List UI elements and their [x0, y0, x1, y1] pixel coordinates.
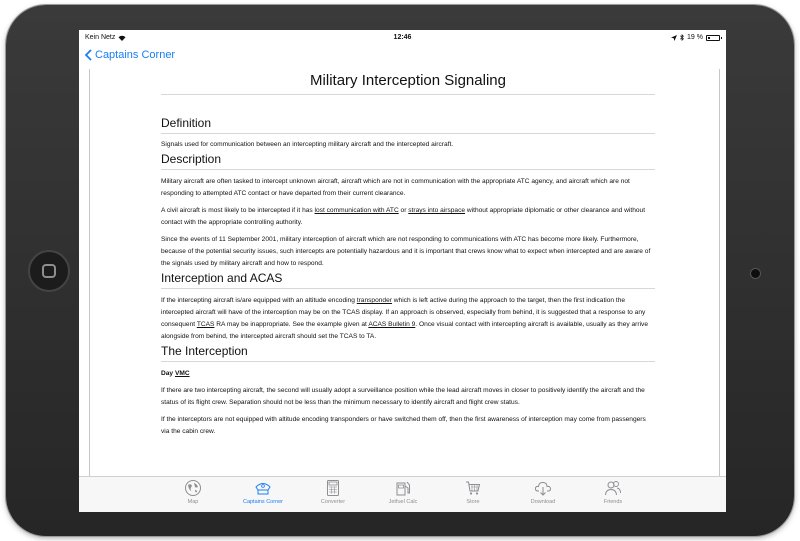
back-button[interactable]: [85, 49, 175, 61]
tab-map[interactable]: [158, 479, 228, 505]
acas-heading: Interception and ACAS: [161, 270, 655, 289]
description-paragraph-3: Since the events of 11 September 2001, military interception of aircraft which are not responding to communications with ATC has become more likely. Furthermore, because of the potential security issues, such intercepts are potentially hazardous and it is important that crews know what to expect when intercepted and are aware of the signals used by military aircraft and how to respond.: [161, 236, 651, 267]
definition-heading: Definition: [161, 115, 655, 134]
battery-percent: 19 %: [687, 34, 703, 41]
home-button[interactable]: [28, 250, 70, 292]
friends-icon: [604, 479, 622, 497]
text-span: RA may be inappropriate. See the example given at: [214, 321, 369, 328]
tab-jetfuel-calc[interactable]: [368, 479, 438, 505]
definition-text: Signals used for communication between an intercepting military aircraft and the intercepted aircraft.: [161, 141, 454, 148]
tab-label: Map: [187, 499, 199, 505]
home-square-icon: [42, 264, 56, 278]
navigation-bar: [79, 45, 726, 69]
location-icon: [671, 35, 677, 41]
tab-label: Download: [530, 499, 556, 505]
status-bar: [79, 30, 726, 45]
tab-friends[interactable]: [578, 479, 648, 505]
calculator-icon: [324, 479, 342, 497]
tab-bar: [79, 476, 726, 512]
day-label: Day: [161, 370, 175, 377]
tab-label: Friends: [603, 499, 623, 505]
cloud-download-icon: [534, 479, 552, 497]
text-span: . Once visual contact with intercepting aircraft is available, usually as they arrive alongside from behind, the intercepted aircraft should set the TCAS to TA.: [161, 321, 649, 340]
captain-hat-icon: [254, 479, 272, 497]
interception-paragraph-2: If the interceptors are not equipped with altitude encoding transponders or have switched them off, then the first awareness of interception may come from passengers via the cabin crew.: [161, 416, 646, 435]
description-heading: Description: [161, 151, 655, 170]
interception-paragraph-1: If there are two intercepting aircraft, the second will usually adopt a surveillance position while the lead aircraft moves in closer to positively identify the aircraft and the status of its flight crew. Separation should not be less than the minimum necessary to identify aircraft and flight crew status.: [161, 387, 645, 406]
text-span: A civil aircraft is most likely to be intercepted if it has: [161, 207, 315, 214]
globe-icon: [184, 479, 202, 497]
back-label: Captains Corner: [95, 49, 176, 61]
screen: [79, 30, 726, 512]
front-camera: [751, 269, 760, 278]
acas-paragraph: [161, 295, 655, 343]
tab-label: Converter: [320, 499, 346, 505]
tab-download[interactable]: [508, 479, 578, 505]
strays-into-airspace-link[interactable]: strays into airspace: [408, 207, 466, 214]
lost-communication-link[interactable]: lost communication with ATC: [314, 207, 399, 214]
bluetooth-icon: [680, 34, 684, 41]
article-webview[interactable]: [89, 69, 720, 476]
clock: 12:46: [393, 34, 412, 41]
description-paragraph-1: Military aircraft are often tasked to intercept unknown aircraft, aircraft which are not in communication with the appropriate ATC agency, and aircraft which are not responding to attempted ATC contact or have departed from their current clearance.: [161, 178, 630, 197]
tab-label: Store: [466, 499, 480, 505]
tab-store[interactable]: [438, 479, 508, 505]
text-span: or: [398, 207, 409, 214]
acas-bulletin-link[interactable]: ACAS Bulletin 9: [368, 321, 416, 328]
fuel-icon: [394, 479, 412, 497]
text-span: without appropriate diplomatic or other clearance and without contact with the appropriate controlling authority.: [161, 207, 646, 226]
vmc-link[interactable]: VMC: [174, 370, 190, 377]
transponder-link[interactable]: transponder: [356, 297, 392, 304]
interception-heading: The Interception: [161, 343, 655, 362]
article-title: Military Interception Signaling: [161, 72, 655, 95]
day-vmc-subheading: [161, 368, 655, 380]
tab-captains-corner[interactable]: [228, 479, 298, 505]
battery-icon: [706, 35, 720, 41]
cart-icon: [464, 479, 482, 497]
text-span: which is left active during the approach to the target, then the first indication the intercepted aircraft will have of the interception may be on the TCAS display. If an approach is observed, especially from behind, it is suggested that a response to any consequent: [161, 297, 646, 328]
tab-label: Captains Corner: [242, 499, 284, 505]
tab-label: Jetfuel Calc: [388, 499, 418, 505]
tcas-link[interactable]: TCAS: [196, 321, 215, 328]
text-span: If the intercepting aircraft is/are equipped with an altitude encoding: [161, 297, 357, 304]
article: [161, 69, 655, 438]
chevron-left-icon: [85, 49, 92, 61]
carrier-label: Kein Netz: [85, 34, 116, 41]
tab-converter[interactable]: [298, 479, 368, 505]
description-paragraph-2: [161, 205, 655, 229]
